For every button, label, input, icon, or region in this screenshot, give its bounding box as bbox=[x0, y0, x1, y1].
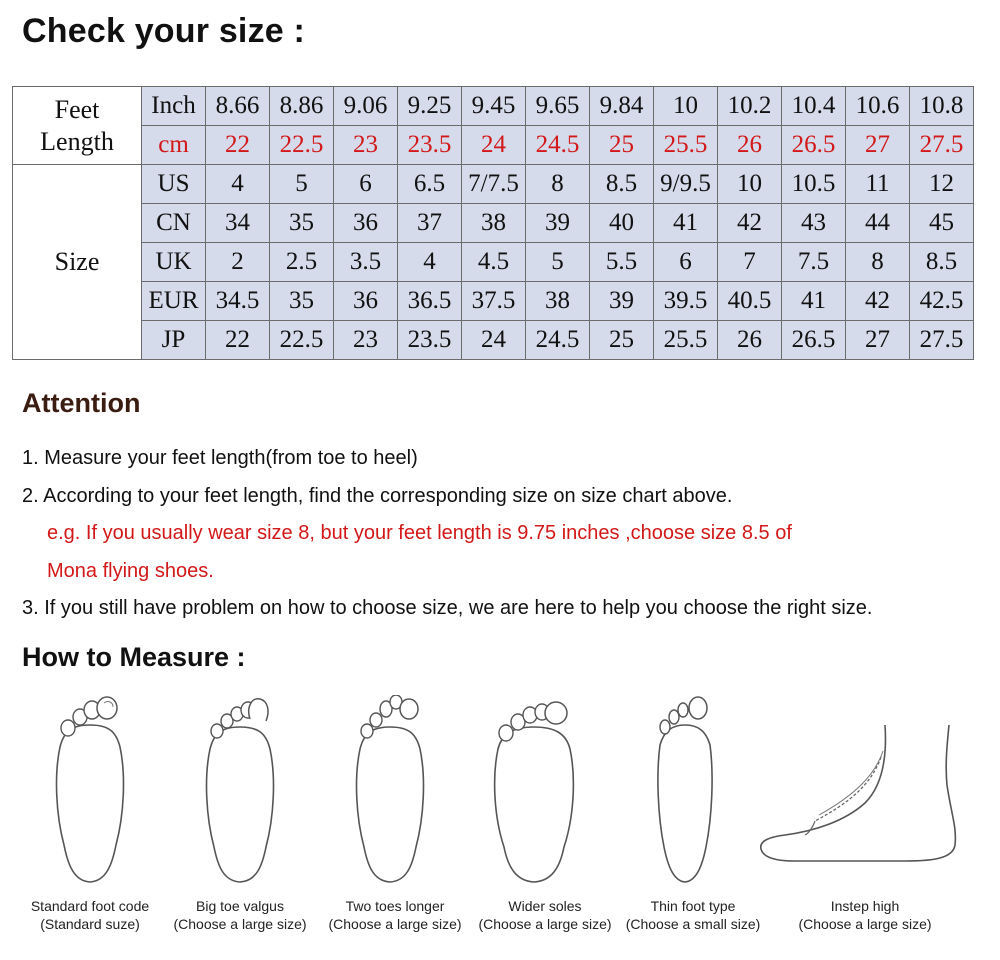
feet-length-label: Feet Length bbox=[13, 87, 142, 165]
size-cell: 27.5 bbox=[910, 321, 974, 360]
size-cell: 26.5 bbox=[782, 321, 846, 360]
row-label-cn: CN bbox=[142, 204, 206, 243]
example-line-1: e.g. If you usually wear size 8, but your feet length is 9.75 inches ,choose size 8.5 of bbox=[47, 522, 792, 544]
attention-heading: Attention bbox=[22, 388, 141, 418]
cm-cell: 23.5 bbox=[398, 126, 462, 165]
cm-cell: 25 bbox=[590, 126, 654, 165]
size-cell: 7.5 bbox=[782, 243, 846, 282]
size-cell: 40.5 bbox=[718, 282, 782, 321]
size-cell: 36 bbox=[334, 282, 398, 321]
size-cell: 8.5 bbox=[910, 243, 974, 282]
inch-cell: 9.84 bbox=[590, 87, 654, 126]
foot-types-row bbox=[10, 695, 990, 945]
standard-foot-icon bbox=[50, 695, 130, 885]
size-cell: 8 bbox=[846, 243, 910, 282]
row-label-us: US bbox=[142, 165, 206, 204]
uk-row bbox=[13, 243, 974, 282]
jp-row bbox=[13, 321, 974, 360]
size-cell: 41 bbox=[782, 282, 846, 321]
size-cell: 10.5 bbox=[782, 165, 846, 204]
us-row bbox=[13, 165, 974, 204]
inch-cell: 8.66 bbox=[206, 87, 270, 126]
size-cell: 22 bbox=[206, 321, 270, 360]
size-cell: 24.5 bbox=[526, 321, 590, 360]
inch-cell: 9.45 bbox=[462, 87, 526, 126]
size-cell: 11 bbox=[846, 165, 910, 204]
page-title: Check your size : bbox=[22, 12, 306, 50]
size-cell: 10 bbox=[718, 165, 782, 204]
cm-cell: 23 bbox=[334, 126, 398, 165]
size-cell: 37.5 bbox=[462, 282, 526, 321]
eur-row bbox=[13, 282, 974, 321]
foot-caption: Two toes longer (Choose a large size) bbox=[328, 898, 462, 932]
size-cell: 34 bbox=[206, 204, 270, 243]
size-cell: 38 bbox=[462, 204, 526, 243]
size-chart-table bbox=[12, 86, 974, 360]
cm-cell: 26 bbox=[718, 126, 782, 165]
foot-caption: Instep high (Choose a large size) bbox=[798, 898, 932, 932]
two-toes-longer-foot-icon bbox=[350, 695, 430, 885]
cm-cell: 22 bbox=[206, 126, 270, 165]
size-cell: 44 bbox=[846, 204, 910, 243]
inch-cell: 10 bbox=[654, 87, 718, 126]
size-cell: 4 bbox=[398, 243, 462, 282]
size-cell: 39.5 bbox=[654, 282, 718, 321]
inch-label: Inch bbox=[142, 87, 206, 126]
cm-cell: 27 bbox=[846, 126, 910, 165]
size-cell: 35 bbox=[270, 282, 334, 321]
size-cell: 36 bbox=[334, 204, 398, 243]
row-label-jp: JP bbox=[142, 321, 206, 360]
size-cell: 37 bbox=[398, 204, 462, 243]
size-cell: 2.5 bbox=[270, 243, 334, 282]
size-label: Size bbox=[13, 165, 142, 360]
inch-row bbox=[13, 87, 974, 126]
size-cell: 7 bbox=[718, 243, 782, 282]
foot-caption: Thin foot type (Choose a small size) bbox=[625, 898, 761, 932]
size-cell: 5 bbox=[526, 243, 590, 282]
cm-cell: 22.5 bbox=[270, 126, 334, 165]
instep-high-foot-icon bbox=[755, 695, 965, 885]
size-cell: 6 bbox=[654, 243, 718, 282]
example-line-2: Mona flying shoes. bbox=[47, 559, 214, 582]
size-cell: 3.5 bbox=[334, 243, 398, 282]
row-label-eur: EUR bbox=[142, 282, 206, 321]
size-cell: 24 bbox=[462, 321, 526, 360]
size-cell: 25.5 bbox=[654, 321, 718, 360]
step-2: 2. According to your feet length, find the corresponding size on size chart above. bbox=[22, 484, 733, 507]
inch-cell: 10.2 bbox=[718, 87, 782, 126]
cm-cell: 24 bbox=[462, 126, 526, 165]
size-cell: 9/9.5 bbox=[654, 165, 718, 204]
cm-label: cm bbox=[142, 126, 206, 165]
size-cell: 8.5 bbox=[590, 165, 654, 204]
size-cell: 39 bbox=[590, 282, 654, 321]
inch-cell: 8.86 bbox=[270, 87, 334, 126]
step-3: 3. If you still have problem on how to choose size, we are here to help you choose the right size. bbox=[22, 597, 873, 619]
foot-caption: Wider soles (Choose a large size) bbox=[478, 898, 612, 932]
size-cell: 38 bbox=[526, 282, 590, 321]
size-cell: 12 bbox=[910, 165, 974, 204]
size-cell: 23.5 bbox=[398, 321, 462, 360]
size-cell: 4.5 bbox=[462, 243, 526, 282]
size-cell: 40 bbox=[590, 204, 654, 243]
size-cell: 27 bbox=[846, 321, 910, 360]
size-cell: 39 bbox=[526, 204, 590, 243]
size-cell: 7/7.5 bbox=[462, 165, 526, 204]
foot-caption: Standard foot code (Standard suze) bbox=[30, 898, 150, 932]
size-cell: 4 bbox=[206, 165, 270, 204]
inch-cell: 9.06 bbox=[334, 87, 398, 126]
size-cell: 41 bbox=[654, 204, 718, 243]
size-cell: 43 bbox=[782, 204, 846, 243]
size-cell: 42 bbox=[846, 282, 910, 321]
size-cell: 5 bbox=[270, 165, 334, 204]
size-cell: 25 bbox=[590, 321, 654, 360]
cn-row bbox=[13, 204, 974, 243]
thin-foot-icon bbox=[650, 695, 720, 885]
attention-steps bbox=[22, 440, 872, 628]
inch-cell: 9.25 bbox=[398, 87, 462, 126]
cm-cell: 25.5 bbox=[654, 126, 718, 165]
size-cell: 2 bbox=[206, 243, 270, 282]
size-cell: 23 bbox=[334, 321, 398, 360]
big-toe-valgus-foot-icon bbox=[200, 695, 280, 885]
size-cell: 6 bbox=[334, 165, 398, 204]
inch-cell: 10.4 bbox=[782, 87, 846, 126]
cm-cell: 26.5 bbox=[782, 126, 846, 165]
cm-cell: 27.5 bbox=[910, 126, 974, 165]
size-cell: 45 bbox=[910, 204, 974, 243]
size-cell: 35 bbox=[270, 204, 334, 243]
size-cell: 42 bbox=[718, 204, 782, 243]
row-label-uk: UK bbox=[142, 243, 206, 282]
size-cell: 22.5 bbox=[270, 321, 334, 360]
size-cell: 26 bbox=[718, 321, 782, 360]
size-cell: 5.5 bbox=[590, 243, 654, 282]
size-cell: 42.5 bbox=[910, 282, 974, 321]
cm-row bbox=[13, 126, 974, 165]
size-cell: 6.5 bbox=[398, 165, 462, 204]
size-cell: 8 bbox=[526, 165, 590, 204]
inch-cell: 10.6 bbox=[846, 87, 910, 126]
wider-soles-foot-icon bbox=[490, 695, 580, 885]
inch-cell: 10.8 bbox=[910, 87, 974, 126]
foot-caption: Big toe valgus (Choose a large size) bbox=[173, 898, 307, 932]
step-1: 1. Measure your feet length(from toe to heel) bbox=[22, 447, 418, 469]
cm-cell: 24.5 bbox=[526, 126, 590, 165]
size-cell: 34.5 bbox=[206, 282, 270, 321]
size-cell: 36.5 bbox=[398, 282, 462, 321]
inch-cell: 9.65 bbox=[526, 87, 590, 126]
how-to-measure-heading: How to Measure : bbox=[22, 642, 246, 672]
